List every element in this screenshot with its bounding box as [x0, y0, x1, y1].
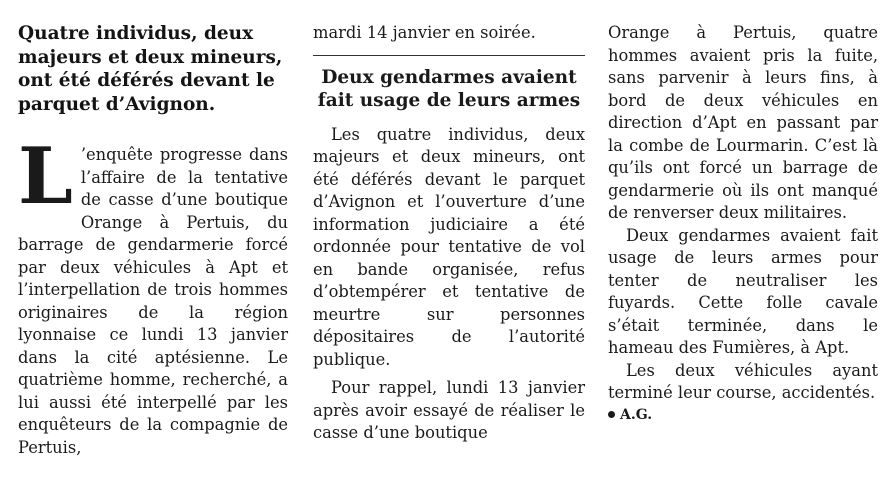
body-text: ’enquête progresse dans l’affaire de la tentative de casse d’une boutique Orange à Pertuis, du barrage de gendarmerie forcé par deux véhicules à Apt et l’interpellation de trois hommes originaires de la région lyonnaise ce lundi 13 janvier dans la cité aptésienne. Le quatrième homme, recherché, a lui aussi été interpellé par les enquêteurs de la compagnie de Pertuis, — [18, 145, 288, 457]
column-2 — [313, 22, 585, 445]
drop-cap: L — [18, 131, 73, 222]
body-paragraph-1 — [18, 131, 288, 459]
body-paragraph-2: Les quatre individus, deux majeurs et deux mineurs, ont été déférés devant le parquet d’Avignon et l’ouverture d’une information judiciaire a été ordonnée pour tentative de vol en bande organisée, refus d’obtempérer et tentative de meurtre sur personnes dépositaires de l’autorité publique. — [313, 124, 585, 369]
body-paragraph-6: Les deux véhicules ayant terminé leur course, accidentés. — [608, 360, 878, 402]
subheading: Deux gendarmes avaient fait usage de leurs armes — [313, 55, 585, 112]
column-3 — [608, 22, 878, 423]
body-continuation: mardi 14 janvier en soirée. — [313, 23, 536, 42]
body-paragraph-3: Pour rappel, lundi 13 janvier après avoir essayé de réaliser le casse d’une boutique — [313, 378, 585, 442]
bullet-icon — [608, 411, 615, 418]
column-1 — [18, 22, 288, 459]
author-initials: A.G. — [620, 406, 653, 423]
author-signature — [608, 407, 878, 423]
body-paragraph-5: Deux gendarmes avaient fait usage de leurs armes pour tenter de neutraliser les fuyards. Cette folle cavale s’était terminée, dans le hameau des Fumières, à Apt. — [608, 225, 878, 357]
article-lead: Quatre individus, deux majeurs et deux mineurs, ont été déférés devant le parquet d’Avignon. — [18, 23, 283, 115]
body-paragraph-4: Orange à Pertuis, quatre hommes avaient pris la fuite, sans parvenir à leurs fins, à bord de deux véhicules en direction d’Apt en passant par la combe de Lourmarin. C’est là qu’ils ont forcé un barrage de gendarmerie où ils ont manqué de renverser deux militaires. — [608, 23, 878, 222]
